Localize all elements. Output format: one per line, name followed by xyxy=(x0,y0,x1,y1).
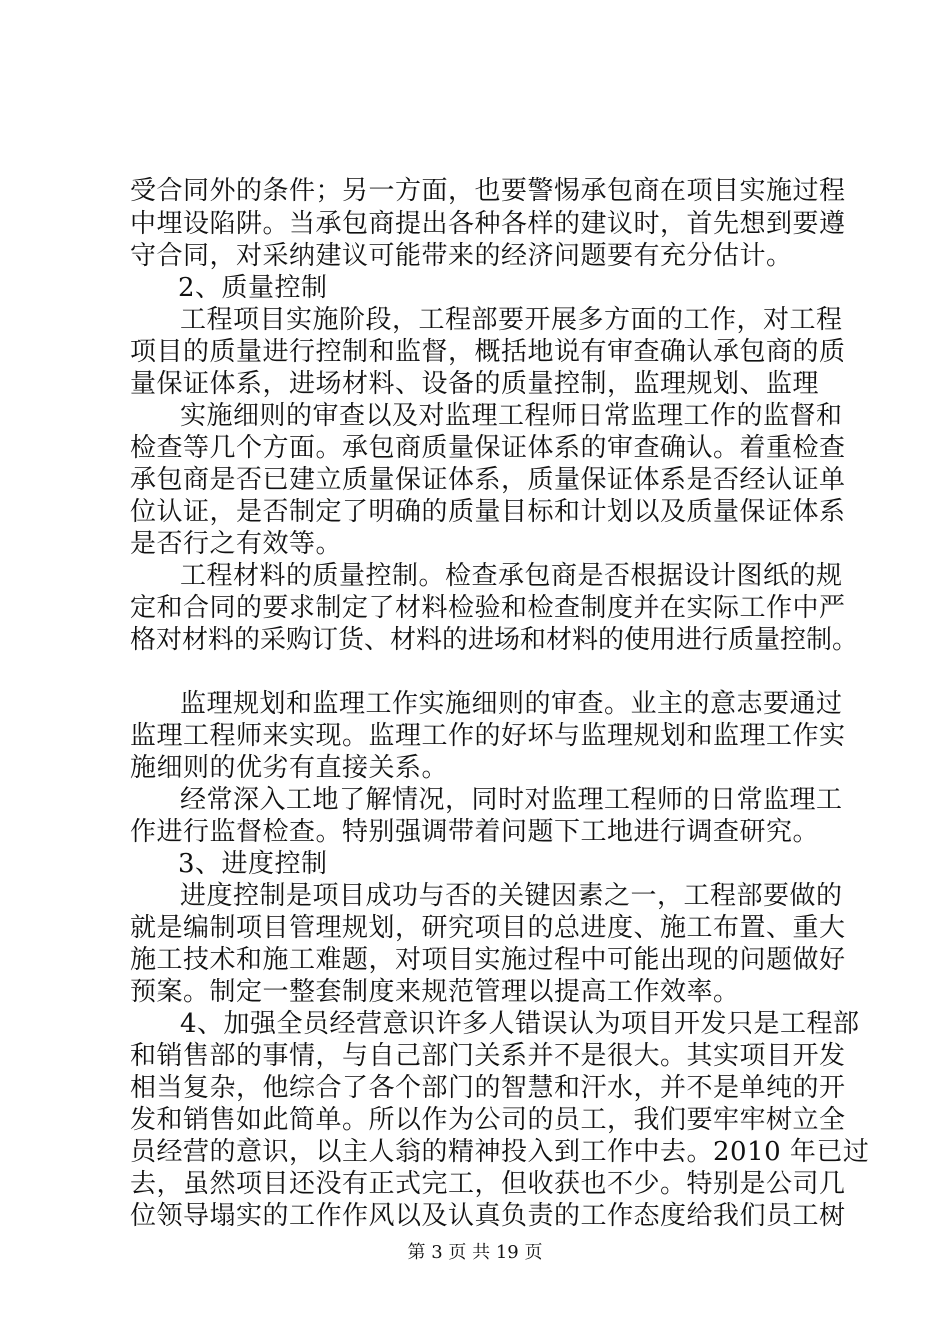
text-line: 工程项目实施阶段，工程部要开展多方面的工作，对工程 xyxy=(180,305,843,335)
text-line: 格对材料的采购订货、材料的进场和材料的使用进行质量控制。 xyxy=(130,625,859,655)
text-line: 进度控制是项目成功与否的关键因素之一，工程部要做的 xyxy=(180,881,843,911)
text-line: 预案。制定一整套制度来规范管理以提高工作效率。 xyxy=(130,977,740,1007)
text-line: 位认证，是否制定了明确的质量目标和计划以及质量保证体系 xyxy=(130,497,846,527)
text-line: 位领导塌实的工作作风以及认真负责的工作态度给我们员工树 xyxy=(130,1201,846,1231)
text-line: 经常深入工地了解情况，同时对监理工程师的日常监理工 xyxy=(180,785,843,815)
text-line: 量保证体系，进场材料、设备的质量控制，监理规划、监理 xyxy=(130,369,820,399)
text-line: 相当复杂，他综合了各个部门的智慧和汗水，并不是单纯的开 xyxy=(130,1073,846,1103)
page-number-footer: 第 3 页 共 19 页 xyxy=(407,1242,543,1263)
text-line: 检查等几个方面。承包商质量保证体系的审查确认。着重检查 xyxy=(130,433,846,463)
text-line: 项目的质量进行控制和监督，概括地说有审查确认承包商的质 xyxy=(130,337,846,367)
text-line: 受合同外的条件；另一方面，也要警惕承包商在项目实施过程 xyxy=(130,176,846,206)
text-line: 作进行监督检查。特别强调带着问题下工地进行调查研究。 xyxy=(130,817,820,847)
text-line: 去，虽然项目还没有正式完工，但收获也不少。特别是公司几 xyxy=(130,1169,846,1199)
text-line: 定和合同的要求制定了材料检验和检查制度并在实际工作中严 xyxy=(130,593,846,623)
text-line: 工程材料的质量控制。检查承包商是否根据设计图纸的规 xyxy=(180,561,843,591)
text-line: 监理规划和监理工作实施细则的审查。业主的意志要通过 xyxy=(180,689,843,719)
text-line: 和销售部的事情，与自己部门关系并不是很大。其实项目开发 xyxy=(130,1041,846,1071)
section-heading: 2、质量控制 xyxy=(178,273,328,303)
text-line: 中埋设陷阱。当承包商提出各种各样的建议时，首先想到要遵 xyxy=(130,209,846,239)
text-line: 4、加强全员经营意识许多人错误认为项目开发只是工程部 xyxy=(180,1009,860,1039)
text-line: 发和销售如此简单。所以作为公司的员工，我们要牢牢树立全 xyxy=(130,1105,846,1135)
text-line: 守合同，对采纳建议可能带来的经济问题要有充分估计。 xyxy=(130,241,793,271)
text-line: 是否行之有效等。 xyxy=(130,529,343,559)
text-line: 监理工程师来实现。监理工作的好坏与监理规划和监理工作实 xyxy=(130,721,846,751)
text-line: 承包商是否已建立质量保证体系，质量保证体系是否经认证单 xyxy=(130,465,846,495)
text-line: 施工技术和施工难题，对项目实施过程中可能出现的问题做好 xyxy=(130,945,846,975)
text-line: 施细则的优劣有直接关系。 xyxy=(130,753,449,783)
section-heading: 3、进度控制 xyxy=(178,849,328,879)
text-line: 员经营的意识，以主人翁的精神投入到工作中去。2010 年已过 xyxy=(130,1137,870,1167)
text-line: 就是编制项目管理规划，研究项目的总进度、施工布置、重大 xyxy=(130,913,846,943)
text-line: 实施细则的审查以及对监理工程师日常监理工作的监督和 xyxy=(180,401,843,431)
